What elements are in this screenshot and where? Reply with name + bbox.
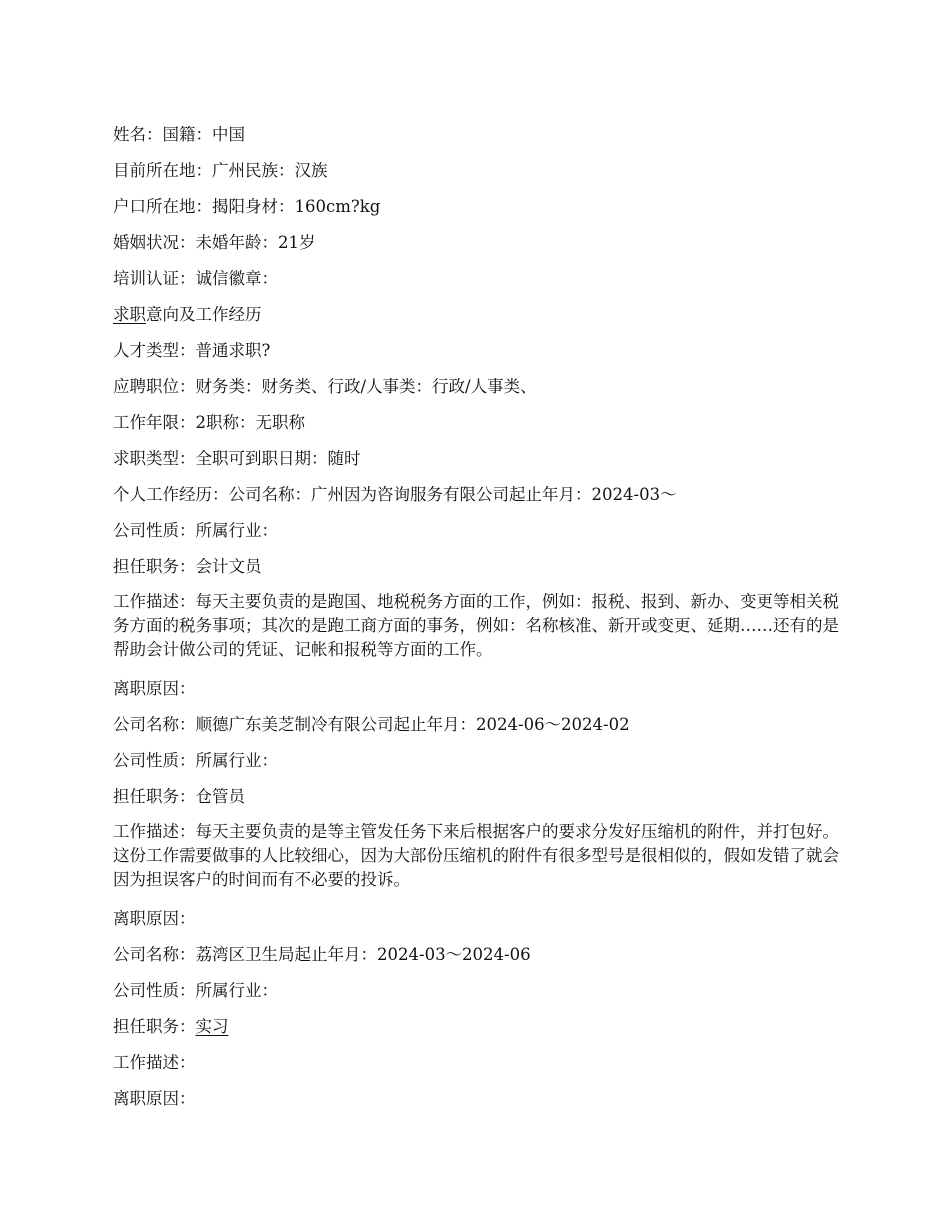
experience-3-position-value: 实习: [195, 1017, 229, 1036]
experience-2-position: 担任职务：仓管员: [113, 787, 245, 806]
certification-line: 培训认证：诚信徽章：: [113, 269, 278, 288]
experience-3-nature: 公司性质：所属行业：: [113, 981, 278, 1000]
experience-2-leave-reason: 离职原因：: [113, 909, 196, 928]
experience-1-leave-reason: 离职原因：: [113, 679, 196, 698]
marital-age-line: 婚姻状况：未婚年龄：21岁: [113, 233, 316, 252]
resume-document: [113, 122, 843, 1122]
applied-position-line: 应聘职位：财务类：财务类、行政/人事类：行政/人事类、: [113, 377, 537, 396]
hukou-height-line: 户口所在地：揭阳身材：160cm?kg: [113, 197, 381, 216]
location-ethnicity-line: 目前所在地：广州民族：汉族: [113, 161, 328, 180]
experience-2-company: 公司名称：顺德广东美芝制冷有限公司起止年月：2024-06～2024-02: [113, 715, 630, 734]
work-years-line: 工作年限：2职称：无职称: [113, 413, 305, 432]
talent-type-line: 人才类型：普通求职?: [113, 341, 271, 360]
experience-3-description: 工作描述：: [113, 1053, 196, 1072]
experience-3-position-label: 担任职务：: [113, 1017, 196, 1036]
experience-3-leave-reason: 离职原因：: [113, 1089, 196, 1108]
experience-2-nature: 公司性质：所属行业：: [113, 751, 278, 770]
experience-1-position: 担任职务：会计文员: [113, 557, 262, 576]
section-heading: [113, 302, 843, 327]
experience-3-company: 公司名称：荔湾区卫生局起止年月：2024-03～2024-06: [113, 945, 531, 964]
job-type-line: 求职类型：全职可到职日期：随时: [113, 449, 361, 468]
section-heading-rest: 意向及工作经历: [146, 305, 262, 324]
experience-2-description: 工作描述：每天主要负责的是等主管发任务下来后根据客户的要求分发好压缩机的附件，并打包好。这份工作需要做事的人比较细心，因为大部份压缩机的附件有很多型号是很相似的，假如发错了就会因为担误客户的时间而有不必要的投诉。: [113, 822, 839, 889]
name-nationality-line: 姓名：国籍：中国: [113, 125, 245, 144]
experience-1-description: 工作描述：每天主要负责的是跑国、地税税务方面的工作，例如：报税、报到、新办、变更等相关税务方面的税务事项；其次的是跑工商方面的事务，例如：名称核准、新开或变更、延期……还有的是帮助会计做公司的凭证、记帐和报税等方面的工作。: [113, 592, 839, 659]
section-heading-underlined: 求职: [113, 305, 146, 324]
experience-1-nature: 公司性质：所属行业：: [113, 521, 278, 540]
experience-1-header: 个人工作经历：公司名称：广州因为咨询服务有限公司起止年月：2024-03～: [113, 485, 677, 504]
experience-3-position: [113, 1014, 843, 1039]
